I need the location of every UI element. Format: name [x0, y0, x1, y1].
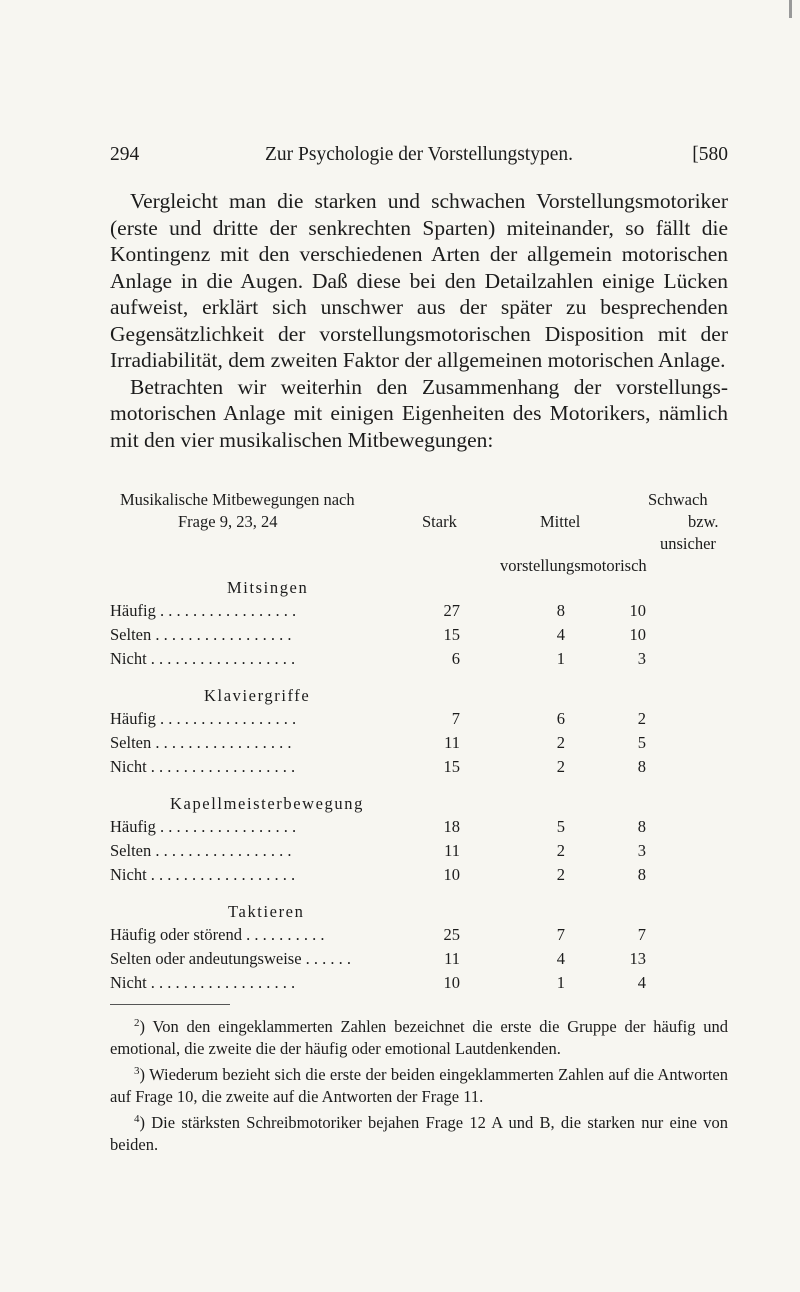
row-label: Nicht . . . . . . . . . . . . . . . . . . — [110, 649, 296, 668]
footnote-3: $^3$) Wiederum bezieht sich die erste der beiden eingeklammerten Zahlen auf die Antworten auf Frage 10, die zweite auf die Antworten der Frage 11. — [110, 1065, 728, 1106]
running-title: Zur Psychologie der Vorstellungstypen. — [264, 144, 573, 165]
cell-stark: 11 — [444, 733, 460, 752]
cell-stark: 11 — [444, 841, 460, 860]
col-header-mittel: Mittel — [540, 512, 581, 531]
page-number: 294 — [110, 144, 140, 165]
cell-mittel: 2 — [556, 865, 565, 884]
table-head-left-line2: Frage 9, 23, 24 — [178, 512, 278, 531]
cell-stark: 15 — [443, 625, 460, 644]
cell-schwach: 7 — [637, 925, 646, 944]
cell-stark: 25 — [443, 925, 460, 944]
row-label: Selten oder andeutungsweise . . . . . . — [110, 949, 352, 968]
cell-mittel: 4 — [556, 949, 565, 968]
cell-mittel: 1 — [556, 649, 565, 668]
footnotes — [110, 1012, 728, 1156]
cell-schwach: 3 — [637, 649, 646, 668]
cell-schwach: 5 — [637, 733, 646, 752]
footnote-2: $^2$) Von den eingeklammerten Zahlen bezeichnet die erste die Gruppe der häufig und emotional, die zweite die der häufig oder emotional Lautdenkenden. — [110, 1017, 728, 1058]
cell-mittel: 4 — [556, 625, 565, 644]
cell-stark: 10 — [443, 973, 460, 992]
col-header-bzw: bzw. — [688, 512, 719, 531]
cell-schwach: 8 — [637, 757, 646, 776]
cell-mittel: 1 — [556, 973, 565, 992]
cell-mittel: 2 — [556, 841, 565, 860]
row-label: Selten . . . . . . . . . . . . . . . . . — [110, 841, 292, 860]
cell-schwach: 8 — [637, 817, 646, 836]
cell-stark: 7 — [451, 709, 460, 728]
row-label: Nicht . . . . . . . . . . . . . . . . . . — [110, 757, 296, 776]
table-head-left-line1: Musikalische Mitbewegungen nach — [120, 490, 355, 509]
cell-mittel: 2 — [556, 733, 565, 752]
row-label: Selten . . . . . . . . . . . . . . . . . — [110, 625, 292, 644]
cell-stark: 27 — [443, 601, 460, 620]
column-group-label: vorstellungsmotorisch — [500, 556, 647, 575]
cell-stark: 18 — [443, 817, 460, 836]
cell-stark: 10 — [443, 865, 460, 884]
page-header — [110, 144, 728, 174]
cell-mittel: 7 — [556, 925, 565, 944]
cell-schwach: 4 — [637, 973, 646, 992]
cell-schwach: 10 — [629, 601, 646, 620]
cell-stark: 15 — [443, 757, 460, 776]
cell-stark: 6 — [451, 649, 460, 668]
section-title-mitsingen: Mitsingen — [227, 578, 309, 597]
row-label: Häufig . . . . . . . . . . . . . . . . . — [110, 709, 297, 728]
cell-schwach: 8 — [637, 865, 646, 884]
footnote-rule — [110, 1004, 230, 1005]
cell-stark: 11 — [444, 949, 460, 968]
body-text — [110, 188, 728, 453]
row-label: Selten . . . . . . . . . . . . . . . . . — [110, 733, 292, 752]
paragraph-2: Betrachten wir weiterhin den Zusammenhang der vorstellungs-motorischen Anlage mit einigen Eigenheiten des Motorikers, nämlich mit den vier musikalischen Mitbewegungen: — [110, 374, 728, 452]
col-header-schwach: Schwach — [648, 490, 708, 509]
row-label: Häufig oder störend . . . . . . . . . . — [110, 925, 325, 944]
section-title-kapellmeisterbewegung: Kapellmeisterbewegung — [170, 794, 364, 813]
row-label: Nicht . . . . . . . . . . . . . . . . . . — [110, 865, 296, 884]
margin-mark — [789, 0, 792, 18]
cell-mittel: 2 — [556, 757, 565, 776]
footnote-4: $^4$) Die stärksten Schreibmotoriker bejahen Frage 12 A und B, die starken nur eine von beiden. — [110, 1113, 728, 1154]
col-header-unsicher: unsicher — [660, 534, 716, 553]
row-label: Nicht . . . . . . . . . . . . . . . . . . — [110, 973, 296, 992]
cell-mittel: 5 — [556, 817, 565, 836]
paragraph-1: Vergleicht man die starken und schwachen Vorstellungsmotoriker (erste und dritte der senkrechten Sparten) miteinander, so fällt die Kontingenz mit den verschiedenen Arten der allgemein motorischen Anlage in die Augen. Daß diese bei den Detailzahlen einige Lücken aufweist, erklärt sich unschwer aus der später zu besprechenden Gegensätzlichkeit der vorstellungsmotorischen Disposition mit der Irradiabilität, dem zweiten Faktor der allgemeinen motorischen Anlage. — [110, 189, 728, 372]
cell-schwach: 10 — [629, 625, 646, 644]
col-header-stark: Stark — [422, 512, 457, 531]
cell-schwach: 2 — [637, 709, 646, 728]
cell-mittel: 8 — [556, 601, 565, 620]
original-page-ref: [580 — [692, 144, 728, 165]
cell-schwach: 3 — [637, 841, 646, 860]
cell-mittel: 6 — [556, 709, 565, 728]
row-label: Häufig . . . . . . . . . . . . . . . . . — [110, 601, 297, 620]
section-title-klaviergriffe: Klaviergriffe — [204, 686, 311, 705]
section-title-taktieren: Taktieren — [228, 902, 305, 921]
row-label: Häufig . . . . . . . . . . . . . . . . . — [110, 817, 297, 836]
cell-schwach: 13 — [629, 949, 646, 968]
